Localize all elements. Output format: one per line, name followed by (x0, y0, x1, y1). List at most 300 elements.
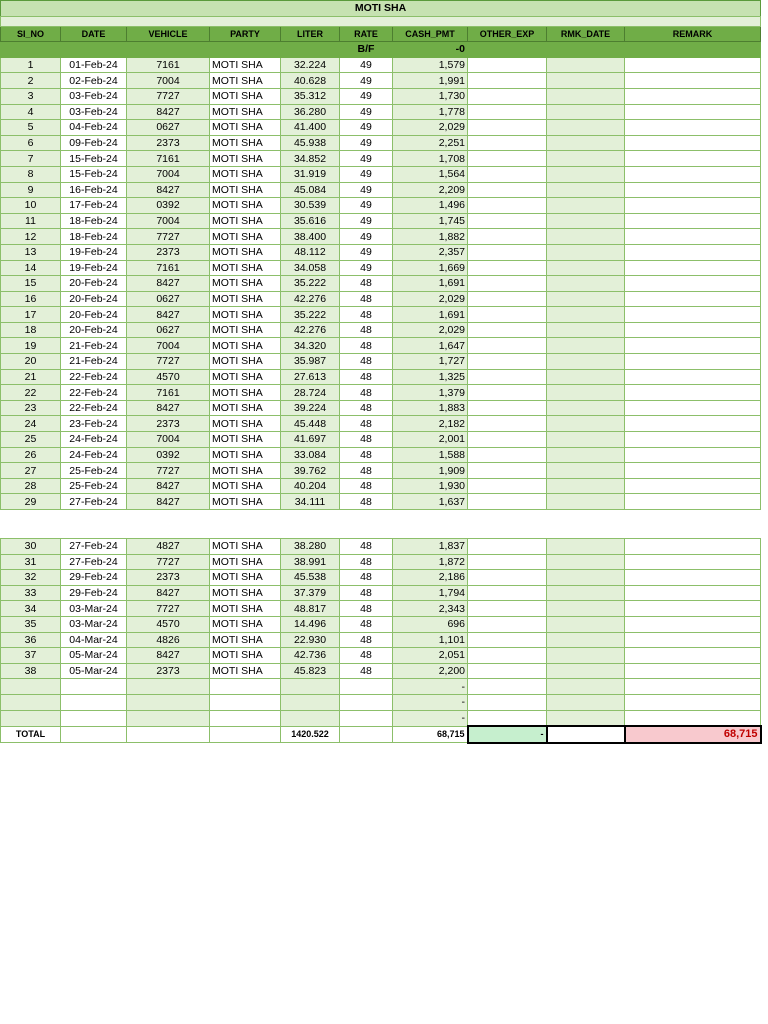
other-exp-cell[interactable] (468, 616, 547, 632)
other-exp-cell[interactable] (468, 679, 547, 695)
liter-cell[interactable]: 35.222 (281, 276, 340, 292)
cash-pmt-cell[interactable]: 2,357 (393, 244, 468, 260)
total-other-exp[interactable]: - (468, 726, 547, 743)
party-cell[interactable]: MOTI SHA (210, 104, 281, 120)
cash-pmt-cell[interactable]: 1,691 (393, 276, 468, 292)
vehicle-cell[interactable]: 2373 (127, 663, 210, 679)
liter-cell[interactable]: 34.852 (281, 151, 340, 167)
other-exp-cell[interactable] (468, 663, 547, 679)
vehicle-cell[interactable]: 4827 (127, 539, 210, 555)
rmk-date-cell[interactable] (547, 494, 625, 510)
liter-cell[interactable]: 45.448 (281, 416, 340, 432)
si-no-cell[interactable]: 16 (1, 291, 61, 307)
remark-cell[interactable] (625, 354, 761, 370)
party-cell[interactable]: MOTI SHA (210, 276, 281, 292)
party-cell[interactable]: MOTI SHA (210, 354, 281, 370)
vehicle-cell[interactable]: 4826 (127, 632, 210, 648)
remark-cell[interactable] (625, 416, 761, 432)
other-exp-cell[interactable] (468, 400, 547, 416)
rmk-date-cell[interactable] (547, 416, 625, 432)
si-no-cell[interactable]: 20 (1, 354, 61, 370)
liter-cell[interactable]: 22.930 (281, 632, 340, 648)
si-no-cell[interactable]: 1 (1, 57, 61, 73)
si-no-cell[interactable]: 2 (1, 73, 61, 89)
other-exp-cell[interactable] (468, 478, 547, 494)
other-exp-cell[interactable] (468, 57, 547, 73)
vehicle-cell[interactable]: 2373 (127, 570, 210, 586)
remark-cell[interactable] (625, 385, 761, 401)
date-cell[interactable]: 04-Feb-24 (61, 120, 127, 136)
rate-cell[interactable]: 48 (340, 354, 393, 370)
other-exp-cell[interactable] (468, 198, 547, 214)
party-cell[interactable]: MOTI SHA (210, 447, 281, 463)
col-liter[interactable]: LITER (281, 26, 340, 42)
si-no-cell[interactable]: 15 (1, 276, 61, 292)
date-cell[interactable]: 03-Feb-24 (61, 104, 127, 120)
other-exp-cell[interactable] (468, 494, 547, 510)
liter-cell[interactable]: 42.276 (281, 322, 340, 338)
rate-cell[interactable]: 49 (340, 166, 393, 182)
party-cell[interactable]: MOTI SHA (210, 307, 281, 323)
party-cell[interactable]: MOTI SHA (210, 601, 281, 617)
si-no-cell[interactable]: 32 (1, 570, 61, 586)
date-cell[interactable] (61, 679, 127, 695)
cash-pmt-cell[interactable]: - (393, 679, 468, 695)
liter-cell[interactable]: 48.112 (281, 244, 340, 260)
remark-cell[interactable] (625, 679, 761, 695)
si-no-cell[interactable]: 35 (1, 616, 61, 632)
cash-pmt-cell[interactable]: 1,991 (393, 73, 468, 89)
si-no-cell[interactable]: 33 (1, 585, 61, 601)
other-exp-cell[interactable] (468, 554, 547, 570)
rate-cell[interactable]: 48 (340, 291, 393, 307)
other-exp-cell[interactable] (468, 213, 547, 229)
date-cell[interactable]: 27-Feb-24 (61, 494, 127, 510)
col-rmk-date[interactable]: RMK_DATE (547, 26, 625, 42)
rate-cell[interactable] (340, 679, 393, 695)
party-cell[interactable]: MOTI SHA (210, 494, 281, 510)
rate-cell[interactable]: 48 (340, 570, 393, 586)
other-exp-cell[interactable] (468, 151, 547, 167)
rate-cell[interactable]: 48 (340, 447, 393, 463)
rate-cell[interactable]: 48 (340, 416, 393, 432)
rmk-date-cell[interactable] (547, 400, 625, 416)
date-cell[interactable]: 22-Feb-24 (61, 400, 127, 416)
si-no-cell[interactable] (1, 710, 61, 726)
cash-pmt-cell[interactable]: 1,730 (393, 88, 468, 104)
party-cell[interactable]: MOTI SHA (210, 260, 281, 276)
rate-cell[interactable]: 49 (340, 104, 393, 120)
vehicle-cell[interactable]: 0627 (127, 322, 210, 338)
liter-cell[interactable]: 33.084 (281, 447, 340, 463)
si-no-cell[interactable]: 17 (1, 307, 61, 323)
remark-cell[interactable] (625, 663, 761, 679)
liter-cell[interactable] (281, 694, 340, 710)
date-cell[interactable]: 18-Feb-24 (61, 229, 127, 245)
cash-pmt-cell[interactable]: 2,051 (393, 648, 468, 664)
party-cell[interactable]: MOTI SHA (210, 585, 281, 601)
si-no-cell[interactable]: 11 (1, 213, 61, 229)
rmk-date-cell[interactable] (547, 291, 625, 307)
party-cell[interactable]: MOTI SHA (210, 432, 281, 448)
col-si-no[interactable]: SI_NO (1, 26, 61, 42)
other-exp-cell[interactable] (468, 694, 547, 710)
cash-pmt-cell[interactable]: 2,029 (393, 120, 468, 136)
other-exp-cell[interactable] (468, 632, 547, 648)
cash-pmt-cell[interactable]: 1,647 (393, 338, 468, 354)
rate-cell[interactable]: 48 (340, 338, 393, 354)
other-exp-cell[interactable] (468, 182, 547, 198)
si-no-cell[interactable]: 21 (1, 369, 61, 385)
liter-cell[interactable]: 38.991 (281, 554, 340, 570)
rate-cell[interactable]: 48 (340, 385, 393, 401)
date-cell[interactable]: 25-Feb-24 (61, 478, 127, 494)
liter-cell[interactable]: 14.496 (281, 616, 340, 632)
si-no-cell[interactable] (1, 694, 61, 710)
vehicle-cell[interactable]: 7161 (127, 151, 210, 167)
rate-cell[interactable]: 48 (340, 585, 393, 601)
vehicle-cell[interactable]: 8427 (127, 478, 210, 494)
rmk-date-cell[interactable] (547, 104, 625, 120)
si-no-cell[interactable]: 5 (1, 120, 61, 136)
other-exp-cell[interactable] (468, 338, 547, 354)
liter-cell[interactable]: 32.224 (281, 57, 340, 73)
cash-pmt-cell[interactable]: 2,200 (393, 663, 468, 679)
rmk-date-cell[interactable] (547, 478, 625, 494)
vehicle-cell[interactable]: 8427 (127, 494, 210, 510)
remark-cell[interactable] (625, 632, 761, 648)
liter-cell[interactable]: 45.084 (281, 182, 340, 198)
cash-pmt-cell[interactable]: 1,496 (393, 198, 468, 214)
party-cell[interactable]: MOTI SHA (210, 663, 281, 679)
vehicle-cell[interactable]: 8427 (127, 104, 210, 120)
cash-pmt-cell[interactable]: 2,001 (393, 432, 468, 448)
si-no-cell[interactable] (1, 679, 61, 695)
date-cell[interactable]: 29-Feb-24 (61, 570, 127, 586)
date-cell[interactable]: 24-Feb-24 (61, 447, 127, 463)
vehicle-cell[interactable]: 7161 (127, 260, 210, 276)
liter-cell[interactable]: 38.280 (281, 539, 340, 555)
liter-cell[interactable]: 41.697 (281, 432, 340, 448)
other-exp-cell[interactable] (468, 463, 547, 479)
liter-cell[interactable]: 45.823 (281, 663, 340, 679)
si-no-cell[interactable]: 37 (1, 648, 61, 664)
cash-pmt-cell[interactable]: - (393, 694, 468, 710)
remark-cell[interactable] (625, 616, 761, 632)
date-cell[interactable]: 04-Mar-24 (61, 632, 127, 648)
liter-cell[interactable]: 28.724 (281, 385, 340, 401)
rate-cell[interactable] (340, 710, 393, 726)
rmk-date-cell[interactable] (547, 151, 625, 167)
other-exp-cell[interactable] (468, 710, 547, 726)
col-other-exp[interactable]: OTHER_EXP (468, 26, 547, 42)
remark-cell[interactable] (625, 585, 761, 601)
cash-pmt-cell[interactable]: 1,708 (393, 151, 468, 167)
vehicle-cell[interactable]: 0627 (127, 120, 210, 136)
rmk-date-cell[interactable] (547, 120, 625, 136)
date-cell[interactable]: 24-Feb-24 (61, 432, 127, 448)
date-cell[interactable] (61, 710, 127, 726)
party-cell[interactable]: MOTI SHA (210, 73, 281, 89)
other-exp-cell[interactable] (468, 88, 547, 104)
rmk-date-cell[interactable] (547, 57, 625, 73)
cash-pmt-cell[interactable]: 1,745 (393, 213, 468, 229)
col-cash-pmt[interactable]: CASH_PMT (393, 26, 468, 42)
rate-cell[interactable]: 49 (340, 135, 393, 151)
rmk-date-cell[interactable] (547, 369, 625, 385)
other-exp-cell[interactable] (468, 166, 547, 182)
vehicle-cell[interactable]: 7004 (127, 213, 210, 229)
party-cell[interactable] (210, 710, 281, 726)
vehicle-cell[interactable]: 7004 (127, 338, 210, 354)
date-cell[interactable]: 27-Feb-24 (61, 554, 127, 570)
other-exp-cell[interactable] (468, 307, 547, 323)
rate-cell[interactable]: 48 (340, 307, 393, 323)
si-no-cell[interactable]: 6 (1, 135, 61, 151)
party-cell[interactable] (210, 694, 281, 710)
rmk-date-cell[interactable] (547, 554, 625, 570)
cash-pmt-cell[interactable]: 2,209 (393, 182, 468, 198)
party-cell[interactable]: MOTI SHA (210, 322, 281, 338)
party-cell[interactable]: MOTI SHA (210, 385, 281, 401)
total-remark[interactable]: 68,715 (625, 726, 761, 743)
rate-cell[interactable]: 49 (340, 88, 393, 104)
remark-cell[interactable] (625, 648, 761, 664)
bf-value[interactable]: -0 (393, 42, 468, 58)
cash-pmt-cell[interactable]: 2,029 (393, 322, 468, 338)
date-cell[interactable]: 02-Feb-24 (61, 73, 127, 89)
liter-cell[interactable]: 35.987 (281, 354, 340, 370)
cash-pmt-cell[interactable]: 1,691 (393, 307, 468, 323)
vehicle-cell[interactable]: 0392 (127, 198, 210, 214)
other-exp-cell[interactable] (468, 648, 547, 664)
rate-cell[interactable]: 49 (340, 229, 393, 245)
si-no-cell[interactable]: 25 (1, 432, 61, 448)
si-no-cell[interactable]: 22 (1, 385, 61, 401)
cash-pmt-cell[interactable]: 1,325 (393, 369, 468, 385)
si-no-cell[interactable]: 19 (1, 338, 61, 354)
rate-cell[interactable]: 48 (340, 663, 393, 679)
rmk-date-cell[interactable] (547, 166, 625, 182)
liter-cell[interactable]: 35.222 (281, 307, 340, 323)
remark-cell[interactable] (625, 554, 761, 570)
vehicle-cell[interactable]: 7727 (127, 229, 210, 245)
liter-cell[interactable] (281, 679, 340, 695)
si-no-cell[interactable]: 23 (1, 400, 61, 416)
cash-pmt-cell[interactable]: 1,837 (393, 539, 468, 555)
vehicle-cell[interactable]: 7727 (127, 354, 210, 370)
rmk-date-cell[interactable] (547, 276, 625, 292)
remark-cell[interactable] (625, 244, 761, 260)
remark-cell[interactable] (625, 73, 761, 89)
party-cell[interactable]: MOTI SHA (210, 400, 281, 416)
date-cell[interactable]: 25-Feb-24 (61, 463, 127, 479)
cash-pmt-cell[interactable]: 2,343 (393, 601, 468, 617)
remark-cell[interactable] (625, 494, 761, 510)
date-cell[interactable]: 16-Feb-24 (61, 182, 127, 198)
rmk-date-cell[interactable] (547, 601, 625, 617)
vehicle-cell[interactable]: 7004 (127, 432, 210, 448)
rate-cell[interactable]: 48 (340, 276, 393, 292)
vehicle-cell[interactable]: 7004 (127, 73, 210, 89)
rate-cell[interactable] (340, 694, 393, 710)
date-cell[interactable]: 27-Feb-24 (61, 539, 127, 555)
party-cell[interactable]: MOTI SHA (210, 478, 281, 494)
rmk-date-cell[interactable] (547, 616, 625, 632)
date-cell[interactable]: 15-Feb-24 (61, 166, 127, 182)
liter-cell[interactable]: 42.276 (281, 291, 340, 307)
remark-cell[interactable] (625, 710, 761, 726)
party-cell[interactable]: MOTI SHA (210, 416, 281, 432)
rate-cell[interactable]: 48 (340, 648, 393, 664)
cash-pmt-cell[interactable]: 1,727 (393, 354, 468, 370)
party-cell[interactable]: MOTI SHA (210, 616, 281, 632)
rate-cell[interactable]: 48 (340, 432, 393, 448)
date-cell[interactable]: 17-Feb-24 (61, 198, 127, 214)
rate-cell[interactable]: 48 (340, 494, 393, 510)
rmk-date-cell[interactable] (547, 322, 625, 338)
date-cell[interactable] (61, 694, 127, 710)
remark-cell[interactable] (625, 166, 761, 182)
rate-cell[interactable]: 48 (340, 554, 393, 570)
party-cell[interactable]: MOTI SHA (210, 539, 281, 555)
liter-cell[interactable]: 34.320 (281, 338, 340, 354)
liter-cell[interactable]: 27.613 (281, 369, 340, 385)
liter-cell[interactable]: 38.400 (281, 229, 340, 245)
date-cell[interactable]: 20-Feb-24 (61, 322, 127, 338)
remark-cell[interactable] (625, 229, 761, 245)
si-no-cell[interactable]: 18 (1, 322, 61, 338)
cash-pmt-cell[interactable]: 2,029 (393, 291, 468, 307)
liter-cell[interactable]: 31.919 (281, 166, 340, 182)
party-cell[interactable]: MOTI SHA (210, 198, 281, 214)
remark-cell[interactable] (625, 104, 761, 120)
date-cell[interactable]: 21-Feb-24 (61, 338, 127, 354)
vehicle-cell[interactable]: 7727 (127, 601, 210, 617)
total-liter[interactable]: 1420.522 (281, 726, 340, 743)
party-cell[interactable]: MOTI SHA (210, 151, 281, 167)
party-cell[interactable]: MOTI SHA (210, 120, 281, 136)
vehicle-cell[interactable] (127, 694, 210, 710)
remark-cell[interactable] (625, 478, 761, 494)
remark-cell[interactable] (625, 213, 761, 229)
rate-cell[interactable]: 49 (340, 260, 393, 276)
col-vehicle[interactable]: VEHICLE (127, 26, 210, 42)
vehicle-cell[interactable]: 7004 (127, 166, 210, 182)
vehicle-cell[interactable]: 0627 (127, 291, 210, 307)
cash-pmt-cell[interactable]: 1,564 (393, 166, 468, 182)
vehicle-cell[interactable]: 7727 (127, 88, 210, 104)
party-cell[interactable]: MOTI SHA (210, 291, 281, 307)
date-cell[interactable]: 01-Feb-24 (61, 57, 127, 73)
rmk-date-cell[interactable] (547, 73, 625, 89)
rmk-date-cell[interactable] (547, 88, 625, 104)
remark-cell[interactable] (625, 151, 761, 167)
vehicle-cell[interactable]: 8427 (127, 648, 210, 664)
date-cell[interactable]: 03-Feb-24 (61, 88, 127, 104)
si-no-cell[interactable]: 4 (1, 104, 61, 120)
si-no-cell[interactable]: 30 (1, 539, 61, 555)
remark-cell[interactable] (625, 463, 761, 479)
date-cell[interactable]: 23-Feb-24 (61, 416, 127, 432)
date-cell[interactable]: 03-Mar-24 (61, 601, 127, 617)
remark-cell[interactable] (625, 198, 761, 214)
liter-cell[interactable]: 39.224 (281, 400, 340, 416)
rmk-date-cell[interactable] (547, 585, 625, 601)
total-cash[interactable]: 68,715 (393, 726, 468, 743)
rmk-date-cell[interactable] (547, 260, 625, 276)
rmk-date-cell[interactable] (547, 354, 625, 370)
remark-cell[interactable] (625, 182, 761, 198)
si-no-cell[interactable]: 12 (1, 229, 61, 245)
party-cell[interactable]: MOTI SHA (210, 570, 281, 586)
cash-pmt-cell[interactable]: 1,101 (393, 632, 468, 648)
other-exp-cell[interactable] (468, 291, 547, 307)
vehicle-cell[interactable]: 7727 (127, 463, 210, 479)
rmk-date-cell[interactable] (547, 663, 625, 679)
other-exp-cell[interactable] (468, 447, 547, 463)
other-exp-cell[interactable] (468, 539, 547, 555)
liter-cell[interactable]: 45.938 (281, 135, 340, 151)
vehicle-cell[interactable]: 8427 (127, 182, 210, 198)
rmk-date-cell[interactable] (547, 447, 625, 463)
date-cell[interactable]: 22-Feb-24 (61, 385, 127, 401)
remark-cell[interactable] (625, 135, 761, 151)
vehicle-cell[interactable]: 4570 (127, 616, 210, 632)
vehicle-cell[interactable]: 7161 (127, 385, 210, 401)
vehicle-cell[interactable]: 2373 (127, 244, 210, 260)
cash-pmt-cell[interactable]: 2,182 (393, 416, 468, 432)
cash-pmt-cell[interactable]: 1,588 (393, 447, 468, 463)
party-cell[interactable]: MOTI SHA (210, 338, 281, 354)
si-no-cell[interactable]: 24 (1, 416, 61, 432)
date-cell[interactable]: 20-Feb-24 (61, 291, 127, 307)
date-cell[interactable]: 15-Feb-24 (61, 151, 127, 167)
other-exp-cell[interactable] (468, 416, 547, 432)
rmk-date-cell[interactable] (547, 648, 625, 664)
liter-cell[interactable]: 37.379 (281, 585, 340, 601)
other-exp-cell[interactable] (468, 570, 547, 586)
cash-pmt-cell[interactable]: 2,186 (393, 570, 468, 586)
cash-pmt-cell[interactable]: 1,379 (393, 385, 468, 401)
date-cell[interactable]: 19-Feb-24 (61, 260, 127, 276)
col-rate[interactable]: RATE (340, 26, 393, 42)
remark-cell[interactable] (625, 291, 761, 307)
date-cell[interactable]: 19-Feb-24 (61, 244, 127, 260)
date-cell[interactable]: 18-Feb-24 (61, 213, 127, 229)
party-cell[interactable]: MOTI SHA (210, 135, 281, 151)
remark-cell[interactable] (625, 260, 761, 276)
liter-cell[interactable]: 39.762 (281, 463, 340, 479)
cash-pmt-cell[interactable]: - (393, 710, 468, 726)
si-no-cell[interactable]: 28 (1, 478, 61, 494)
other-exp-cell[interactable] (468, 354, 547, 370)
rate-cell[interactable]: 48 (340, 632, 393, 648)
other-exp-cell[interactable] (468, 369, 547, 385)
rmk-date-cell[interactable] (547, 385, 625, 401)
remark-cell[interactable] (625, 307, 761, 323)
other-exp-cell[interactable] (468, 601, 547, 617)
vehicle-cell[interactable] (127, 710, 210, 726)
cash-pmt-cell[interactable]: 1,872 (393, 554, 468, 570)
si-no-cell[interactable]: 29 (1, 494, 61, 510)
rmk-date-cell[interactable] (547, 710, 625, 726)
total-rmk-date[interactable] (547, 726, 625, 743)
rmk-date-cell[interactable] (547, 539, 625, 555)
si-no-cell[interactable]: 8 (1, 166, 61, 182)
other-exp-cell[interactable] (468, 260, 547, 276)
si-no-cell[interactable]: 27 (1, 463, 61, 479)
